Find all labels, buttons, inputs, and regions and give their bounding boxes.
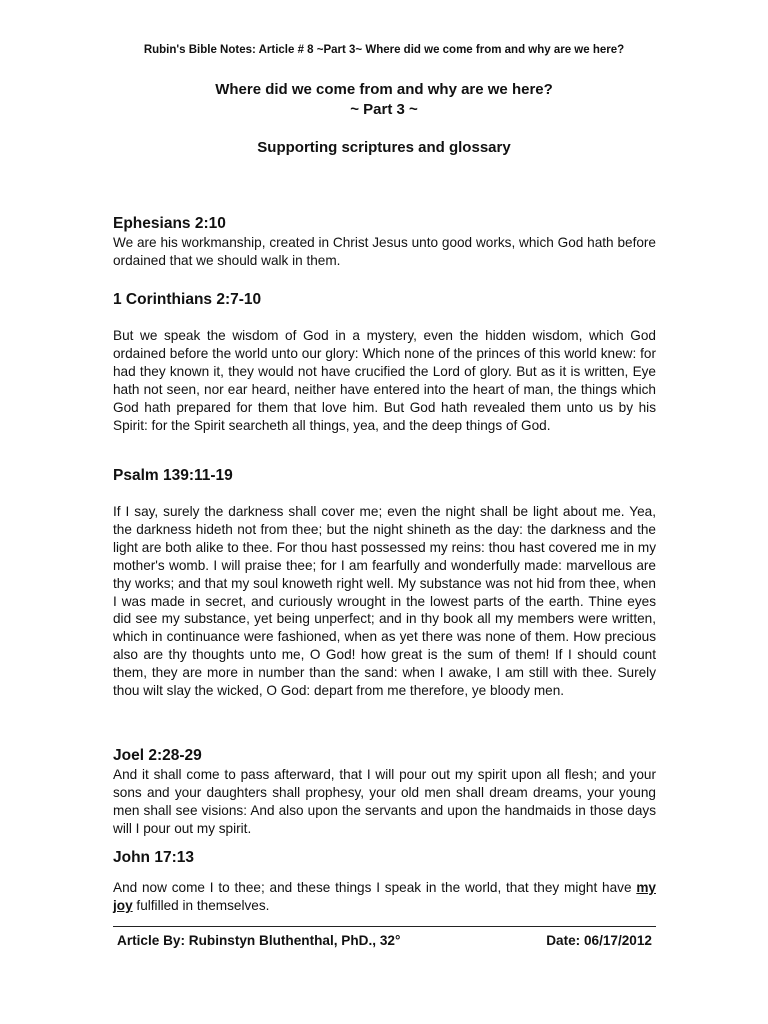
scripture-text: If I say, surely the darkness shall cover me; even the night shall be light about me. Yea, the darkness hideth not from thee; but the night shineth as the day: the darkness and the light are both alike to thee. For thou hast possessed my reins: thou hast covered me in my mother's womb. I will praise thee; for I am fearfully and wonderfully made: marvellous are thy works; and that my soul knoweth right well. My substance was not hid from thee, when I was made in secret, and curiously wrought in the lowest parts of the earth. Thine eyes did see my substance, yet being unperfect; and in thy book all my members were written, which in continuance were fashioned, when as yet there was none of them. How precious also are thy thoughts unto me, O God! how great is the sum of them! If I should count them, they are more in number than the sand: when I awake, I am still with thee. Surely thou wilt slay the wicked, O God: depart from me therefore, ye bloody men. xyxy=(113,504,656,699)
section-heading: Psalm 139:11-19 xyxy=(113,467,233,484)
section-ephesians xyxy=(113,214,656,270)
scripture-text-before: And now come I to thee; and these things I speak in the world, that they might have xyxy=(113,880,637,895)
section-heading: John 17:13 xyxy=(113,849,194,866)
page-subtitle: Supporting scriptures and glossary xyxy=(257,139,511,156)
footer-divider xyxy=(113,926,656,927)
footer xyxy=(117,933,652,948)
section-john xyxy=(113,848,656,915)
author-credit: Article By: Rubinstyn Bluthenthal, PhD., 32° xyxy=(117,933,401,948)
scripture-text: But we speak the wisdom of God in a mystery, even the hidden wisdom, which God ordained before the world unto our glory: Which none of the princes of this world knew: for had they known it, they would not have crucified the Lord of glory. But as it is written, Eye hath not seen, nor ear heard, neither have entered into the heart of man, the things which God hath prepared for them that love him. But God hath revealed them unto us by his Spirit: for the Spirit searcheth all things, yea, and the deep things of God. xyxy=(113,328,656,433)
running-header: Rubin's Bible Notes: Article # 8 ~Part 3~ Where did we come from and why are we here? xyxy=(143,44,625,56)
article-date: Date: 06/17/2012 xyxy=(546,933,652,948)
scripture-text xyxy=(113,879,656,915)
section-psalm xyxy=(113,466,656,700)
part-label: ~ Part 3 ~ xyxy=(350,101,418,118)
section-heading: Joel 2:28-29 xyxy=(113,747,202,764)
scripture-text-after: fulfilled in themselves. xyxy=(132,897,270,913)
page-title: Where did we come from and why are we here? xyxy=(215,81,553,98)
section-heading: Ephesians 2:10 xyxy=(113,215,226,232)
section-heading: 1 Corinthians 2:7-10 xyxy=(113,291,262,308)
section-joel xyxy=(113,746,656,838)
emphasized-phrase: my joy xyxy=(113,880,656,913)
scripture-text: We are his workmanship, created in Christ Jesus unto good works, which God hath before ordained that we should walk in them. xyxy=(113,235,656,268)
section-corinthians xyxy=(113,290,656,434)
scripture-text: And it shall come to pass afterward, that I will pour out my spirit upon all flesh; and your sons and your daughters shall prophesy, your old men shall dream dreams, your young men shall see visions: And also upon the servants and upon the handmaids in those days will I pour out my spirit. xyxy=(113,767,656,836)
